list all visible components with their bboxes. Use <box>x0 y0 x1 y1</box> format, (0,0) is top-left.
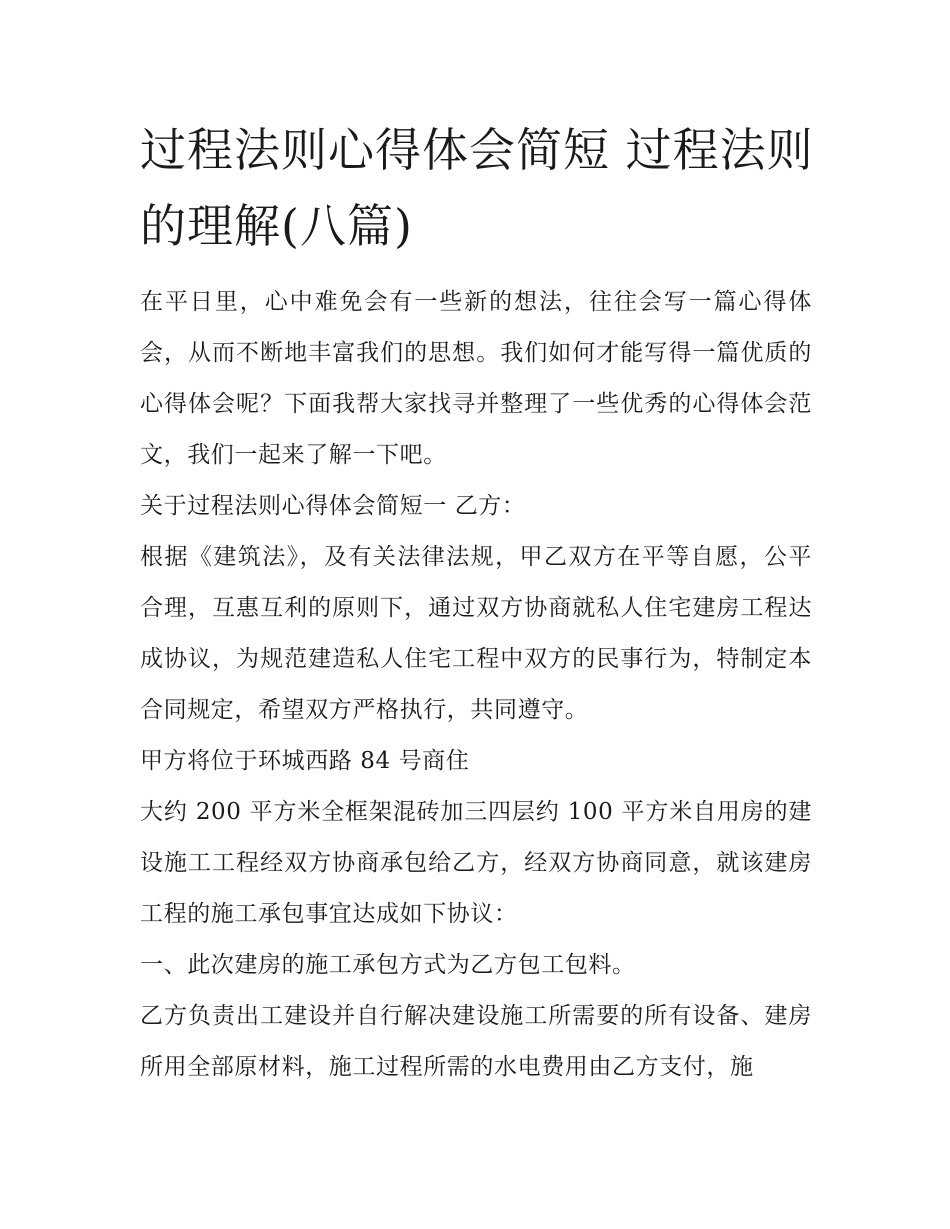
contractor-duties-paragraph: 乙方负责出工建设并自行解决建设施工所需要的所有设备、建房所用全部原材料，施工过程所需的水电费用由乙方支付，施 <box>140 1003 812 1080</box>
intro-paragraph: 在平日里，心中难免会有一些新的想法，往往会写一篇心得体会，从而不断地丰富我们的思想。我们如何才能写得一篇优质的心得体会呢？下面我帮大家找寻并整理了一些优秀的心得体会范文，我们一起来了解一下吧。 <box>140 289 812 468</box>
document-title: 过程法则心得体会简短 过程法则的理解(八篇) <box>140 123 814 253</box>
project-scope-paragraph: 大约 200 平方米全框架混砖加三四层约 100 平方米自用房的建设施工工程经双方协商承包给乙方，经双方协商同意，就该建房工程的施工承包事宜达成如下协议： <box>140 799 812 927</box>
document-body <box>140 277 812 1093</box>
section-heading: 关于过程法则心得体会简短一 乙方： <box>140 493 526 519</box>
location-line: 甲方将位于环城西路 84 号商住 <box>140 748 470 774</box>
contract-preamble-paragraph: 根据《建筑法》，及有关法律法规，甲乙双方在平等自愿，公平合理，互惠互利的原则下，通过双方协商就私人住宅建房工程达成协议，为规范建造私人住宅工程中双方的民事行为，特制定本合同规定，希望双方严格执行，共同遵守。 <box>140 544 812 723</box>
clause-one-paragraph: 一、此次建房的施工承包方式为乙方包工包料。 <box>140 952 636 978</box>
